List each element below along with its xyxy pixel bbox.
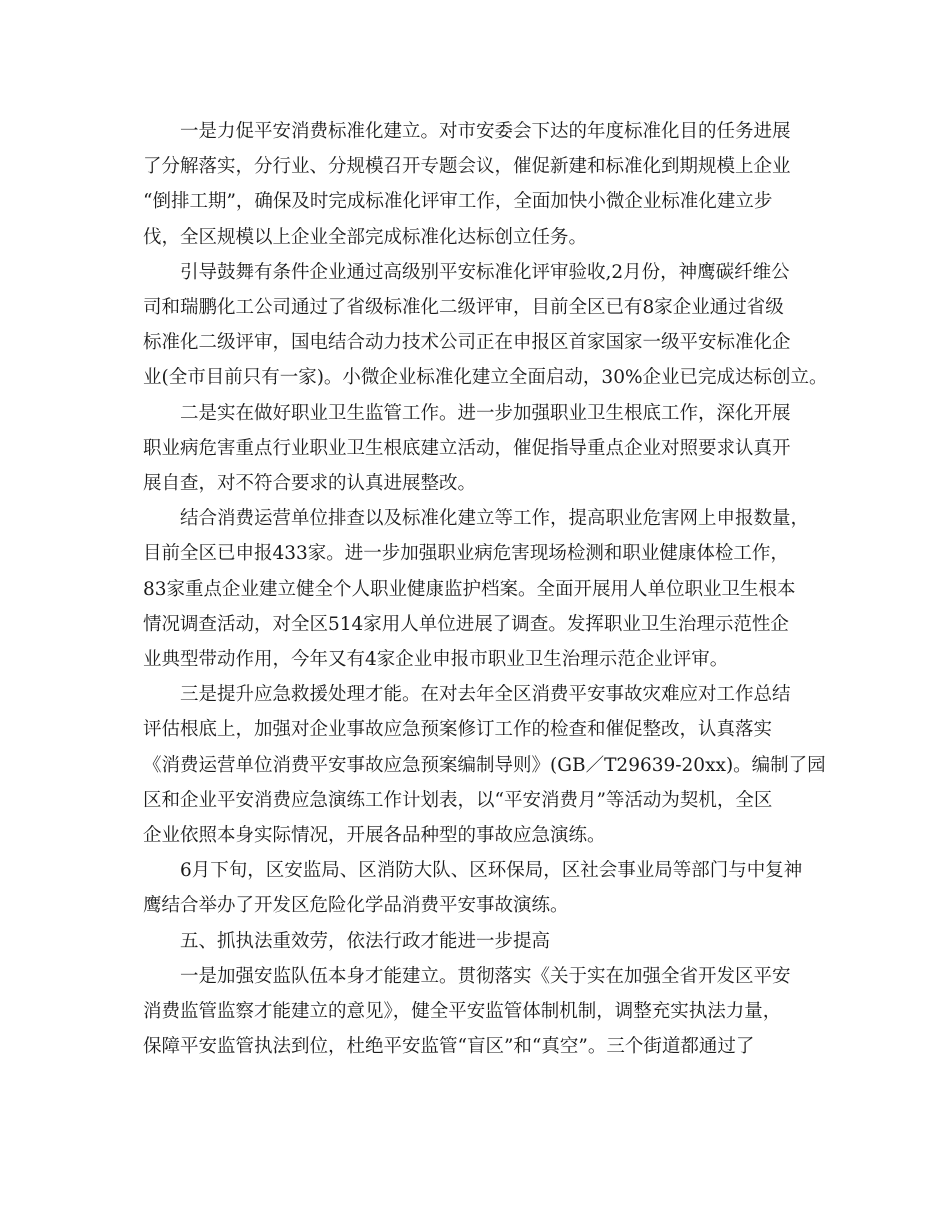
text-line: 情况调查活动，对全区514家用人单位进展了调查。发挥职业卫生治理示范性企 [143, 613, 789, 635]
text-line: 结合消费运营单位排查以及标准化建立等工作，提高职业危害网上申报数量， [180, 508, 810, 530]
text-line: 业(全市目前只有一家)。小微企业标准化建立全面启动，30%企业已完成达标创立。 [143, 367, 828, 389]
paragraph [143, 924, 809, 959]
paragraph [143, 853, 809, 923]
text-line: 一是力促平安消费标准化建立。对市安委会下达的年度标准化目的任务进展 [180, 121, 791, 142]
text-line: 二是实在做好职业卫生监管工作。进一步加强职业卫生根底工作，深化开展 [180, 402, 791, 424]
text-line: 司和瑞鹏化工公司通过了省级标准化二级评审，目前全区已有8家企业通过省级 [143, 297, 784, 319]
paragraph [143, 255, 828, 396]
paragraph [143, 501, 809, 677]
text-line: 三是提升应急救援处理才能。在对去年全区消费平安事故灾难应对工作总结 [180, 684, 791, 706]
text-line: 一是加强安监队伍本身才能建立。贯彻落实《关于实在加强全省开发区平安 [180, 965, 791, 987]
text-line: 6月下旬，区安监局、区消防大队、区环保局，区社会事业局等部门与中复神 [180, 860, 803, 882]
document-body [143, 114, 828, 1064]
text-line: 展自查，对不符合要求的认真进展整改。 [143, 473, 477, 495]
text-line: 83家重点企业建立健全个人职业健康监护档案。全面开展用人单位职业卫生根本 [143, 578, 796, 600]
text-line: 五、抓执法重效劳，依法行政才能进一步提高 [180, 930, 551, 952]
text-line: 保障平安监管执法到位，杜绝平安监管“盲区”和“真空”。三个街道都通过了 [143, 1036, 755, 1058]
text-line: “倒排工期”，确保及时完成标准化评审工作，全面加快小微企业标准化建立步 [143, 191, 773, 213]
text-line: 消费监管监察才能建立的意见》，健全平安监管体制机制，调整充实执法力量， [143, 1001, 782, 1023]
text-line: 区和企业平安消费应急演练工作计划表，以“平安消费月”等活动为契机，全区 [143, 789, 773, 811]
paragraph [143, 114, 809, 255]
paragraph [143, 677, 826, 853]
text-line: 标准化二级评审，国电结合动力技术公司正在申报区首家国家一级平安标准化企 [143, 332, 791, 354]
text-line: 了分解落实，分行业、分规模召开专题会议，催促新建和标准化到期规模上企业 [143, 156, 791, 178]
text-line: 评估根底上，加强对企业事故应急预案修订工作的检查和催促整改，认真落实 [143, 719, 773, 741]
text-line: 引导鼓舞有条件企业通过高级别平安标准化评审验收,2月份，神鹰碳纤维公 [180, 261, 790, 283]
text-line: 鹰结合举办了开发区危险化学品消费平安事故演练。 [143, 895, 569, 917]
text-line: 业典型带动作用，今年又有4家企业申报市职业卫生治理示范企业评审。 [143, 649, 729, 671]
paragraph [143, 959, 809, 1065]
text-line: 目前全区已申报433家。进一步加强职业病危害现场检测和职业健康体检工作， [143, 543, 789, 565]
paragraph [143, 396, 809, 502]
text-line: 《消费运营单位消费平安事故应急预案编制导则》(GB／T29639-20xx)。编制了园 [143, 754, 826, 776]
text-line: 职业病危害重点行业职业卫生根底建立活动，催促指导重点企业对照要求认真开 [143, 437, 791, 459]
text-line: 企业依照本身实际情况，开展各品种型的事故应急演练。 [143, 825, 606, 847]
text-line: 伐，全区规模以上企业全部完成标准化达标创立任务。 [143, 226, 588, 248]
